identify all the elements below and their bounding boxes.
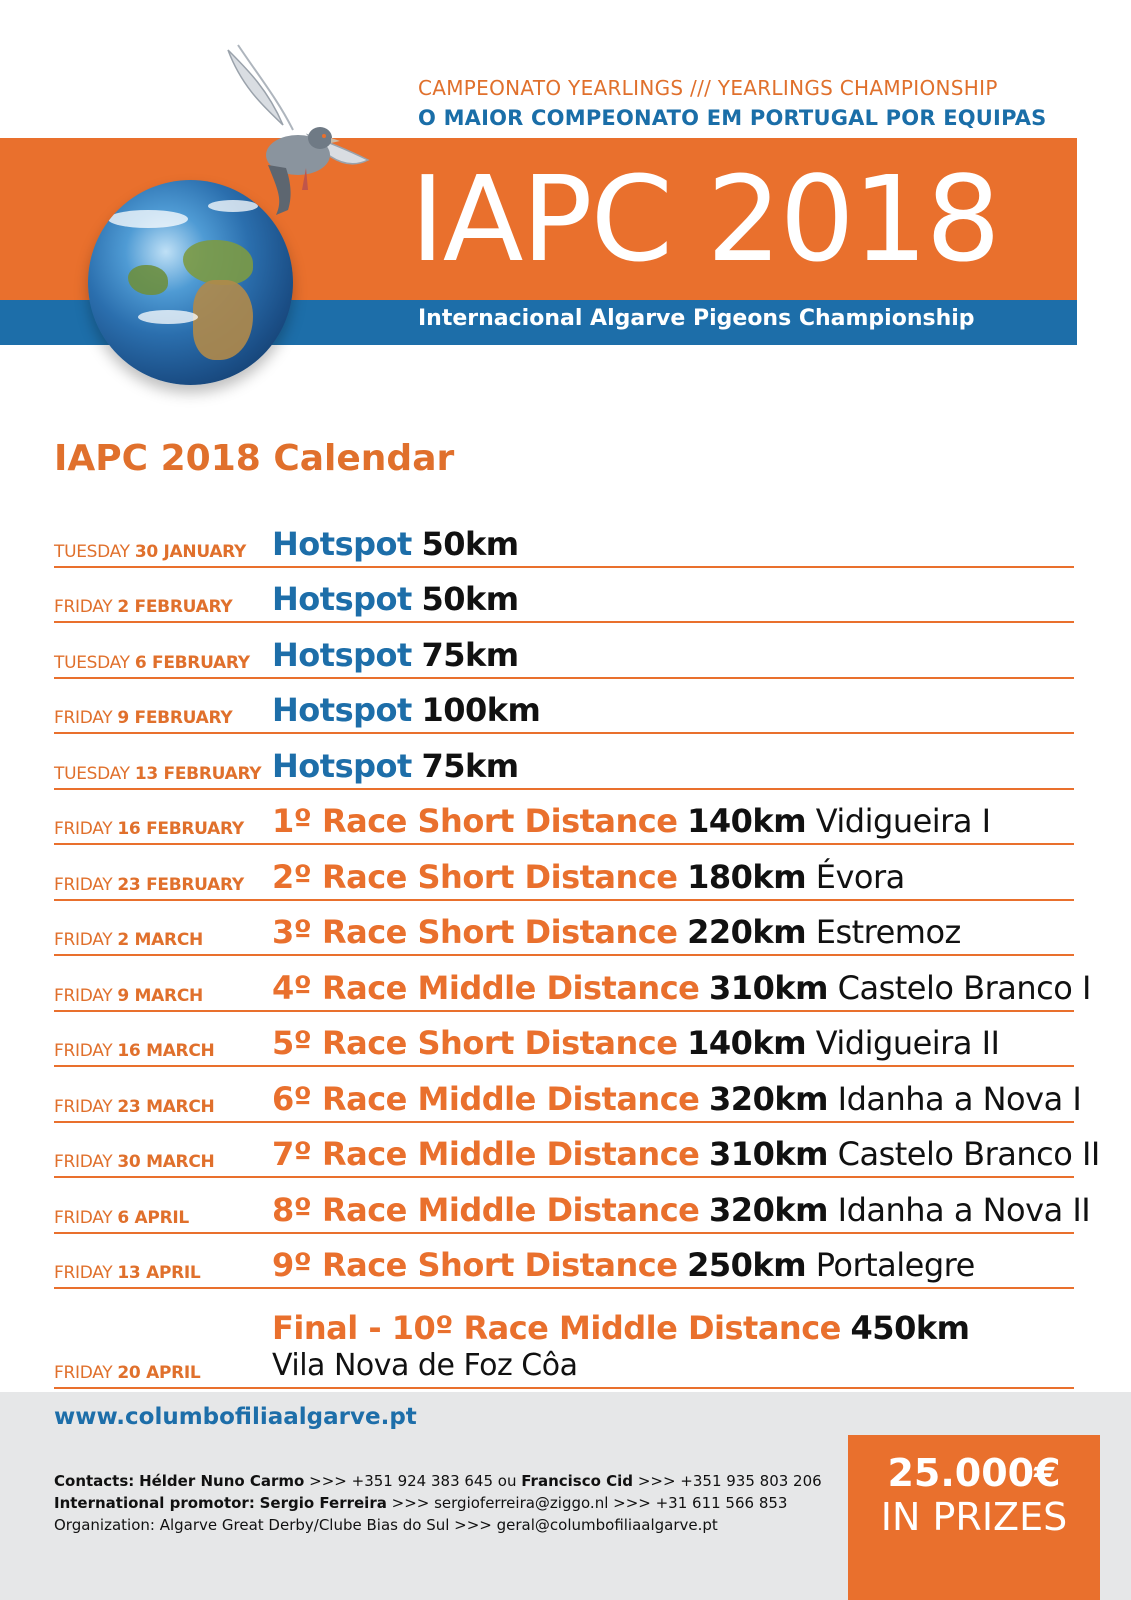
race-location: Vila Nova de Foz Côa	[272, 1348, 578, 1383]
header	[0, 0, 1131, 390]
calendar-row	[54, 679, 1074, 735]
race-day-month: 23 FEBRUARY	[117, 874, 244, 895]
race-distance: 140km	[687, 1024, 807, 1062]
calendar-row	[54, 1234, 1074, 1290]
calendar-row	[54, 1012, 1074, 1068]
race-event	[272, 1135, 1100, 1173]
calendar-row	[54, 1067, 1082, 1123]
race-weekday: TUESDAY	[54, 652, 130, 673]
race-distance: 220km	[687, 913, 807, 951]
race-distance: 140km	[687, 802, 807, 840]
race-name: 4º Race Middle Distance	[272, 968, 700, 1007]
race-date	[54, 1363, 200, 1383]
race-name: Final - 10º Race Middle Distance	[272, 1309, 841, 1347]
race-event	[272, 969, 1091, 1007]
race-weekday: FRIDAY	[54, 1263, 113, 1283]
race-weekday: TUESDAY	[54, 541, 130, 562]
calendar-row	[54, 1178, 1091, 1234]
race-location: Estremoz	[815, 913, 961, 951]
promoter-details: >>> sergioferreira@ziggo.nl >>> +31 611 566 853	[391, 1494, 788, 1512]
contacts-line	[54, 1470, 834, 1492]
race-day-month: 23 MARCH	[117, 1096, 215, 1117]
prize-badge	[848, 1435, 1100, 1600]
race-date	[54, 875, 244, 895]
race-name: 5º Race Short Distance	[272, 1024, 678, 1062]
race-date	[54, 1097, 214, 1117]
contact2-name: Francisco Cid	[521, 1472, 634, 1490]
calendar-row	[54, 1289, 1074, 1389]
race-day-month: 13 FEBRUARY	[134, 763, 262, 784]
race-day-month: 9 FEBRUARY	[117, 708, 233, 728]
race-date	[54, 1041, 214, 1061]
race-weekday: FRIDAY	[54, 708, 113, 728]
race-date	[54, 597, 232, 617]
race-name: 3º Race Short Distance	[272, 913, 678, 951]
race-location: Vidigueira II	[815, 1024, 1000, 1062]
race-event	[272, 691, 540, 729]
race-location: Idanha a Nova II	[837, 1190, 1091, 1229]
race-distance: 310km	[709, 1135, 828, 1173]
race-event	[272, 525, 519, 563]
calendar-row	[54, 1123, 1100, 1179]
race-distance: 250km	[687, 1246, 807, 1284]
promoter-label: International promotor:	[54, 1494, 255, 1512]
race-weekday: FRIDAY	[54, 1363, 113, 1383]
contact2-phone: >>> +351 935 803 206	[637, 1472, 822, 1490]
calendar-row	[54, 845, 1074, 901]
race-event	[272, 913, 961, 951]
race-distance: 180km	[687, 857, 807, 896]
race-distance: 320km	[709, 1079, 828, 1118]
calendar-row	[54, 512, 1074, 568]
calendar-list	[54, 512, 1100, 1389]
race-weekday: TUESDAY	[54, 763, 130, 784]
race-location: Portalegre	[815, 1246, 975, 1284]
race-distance: 75km	[421, 635, 519, 674]
race-day-month: 2 MARCH	[117, 930, 203, 950]
race-name: Hotspot	[272, 524, 412, 563]
race-name: 9º Race Short Distance	[272, 1246, 678, 1284]
race-day-month: 16 MARCH	[117, 1041, 215, 1061]
race-event	[272, 1246, 975, 1284]
header-line-tagline: O MAIOR COMPEONATO EM PORTUGAL POR EQUIPAS	[418, 106, 1047, 130]
race-day-month: 16 FEBRUARY	[117, 819, 244, 839]
race-name: Hotspot	[272, 691, 412, 729]
race-day-month: 13 APRIL	[117, 1263, 201, 1283]
calendar-row	[54, 568, 1074, 624]
page-subtitle: Internacional Algarve Pigeons Championship	[418, 306, 975, 331]
calendar-row	[54, 901, 1074, 957]
contacts-label: Contacts:	[54, 1472, 135, 1490]
race-date	[54, 1263, 200, 1283]
race-day-month: 6 FEBRUARY	[134, 652, 250, 673]
globe-pigeon-illustration	[88, 40, 388, 390]
race-date	[54, 1152, 214, 1172]
race-distance: 100km	[421, 691, 541, 729]
header-line-championship: CAMPEONATO YEARLINGS /// YEARLINGS CHAMPIONSHIP	[418, 76, 998, 100]
race-event	[272, 580, 519, 618]
website-link[interactable]: www.columbofiliaalgarve.pt	[54, 1404, 417, 1430]
race-location: Castelo Branco II	[837, 1135, 1100, 1173]
race-date	[54, 764, 261, 784]
calendar-row	[54, 623, 1074, 679]
contact1-name: Hélder Nuno Carmo	[139, 1472, 305, 1490]
race-name: Hotspot	[272, 635, 412, 674]
race-name: 7º Race Middle Distance	[272, 1135, 700, 1173]
race-location: Castelo Branco I	[837, 968, 1091, 1007]
race-weekday: FRIDAY	[54, 819, 113, 839]
contact1-phone: >>> +351 924 383 645 ou	[309, 1472, 517, 1490]
race-event	[272, 747, 519, 785]
race-weekday: FRIDAY	[54, 597, 113, 617]
race-date	[54, 819, 244, 839]
calendar-row	[54, 956, 1091, 1012]
organization-line: Organization: Algarve Great Derby/Clube Bias do Sul >>> geral@columbofiliaalgarve.pt	[54, 1516, 718, 1534]
race-weekday: FRIDAY	[54, 930, 113, 950]
race-name: 6º Race Middle Distance	[272, 1079, 700, 1118]
race-weekday: FRIDAY	[54, 1207, 113, 1228]
prize-amount: 25.000€	[887, 1451, 1061, 1495]
race-distance: 310km	[709, 968, 828, 1007]
race-day-month: 30 JANUARY	[134, 541, 247, 562]
race-day-month: 30 MARCH	[117, 1152, 215, 1172]
race-day-month: 20 APRIL	[117, 1363, 201, 1383]
prize-label: IN PRIZES	[880, 1495, 1068, 1539]
race-distance: 75km	[421, 746, 519, 785]
race-name: 1º Race Short Distance	[272, 802, 678, 840]
race-weekday: FRIDAY	[54, 1152, 113, 1172]
race-name: 8º Race Middle Distance	[272, 1190, 700, 1229]
race-date	[54, 542, 246, 562]
race-date	[54, 930, 203, 950]
race-date	[54, 986, 203, 1006]
calendar-title: IAPC 2018 Calendar	[54, 438, 455, 479]
race-date	[54, 1208, 189, 1228]
race-date	[54, 708, 232, 728]
pigeon-icon	[198, 40, 388, 230]
race-event	[272, 858, 905, 896]
race-event	[272, 636, 519, 674]
promoter-name: Sergio Ferreira	[259, 1494, 387, 1512]
race-event	[272, 802, 991, 840]
race-location: Évora	[815, 857, 905, 896]
race-event	[272, 1309, 969, 1385]
race-event	[272, 1024, 999, 1062]
race-weekday: FRIDAY	[54, 874, 113, 895]
race-distance: 450km	[850, 1309, 970, 1347]
race-event	[272, 1080, 1081, 1118]
race-event	[272, 1191, 1090, 1229]
race-day-month: 6 APRIL	[117, 1207, 189, 1228]
race-date	[54, 653, 250, 673]
race-location: Vidigueira I	[815, 802, 991, 840]
race-location: Idanha a Nova I	[837, 1079, 1082, 1118]
race-weekday: FRIDAY	[54, 1041, 113, 1061]
calendar-row	[54, 734, 1074, 790]
race-distance: 320km	[709, 1190, 828, 1229]
calendar-row	[54, 790, 1074, 846]
contacts-block	[54, 1470, 834, 1536]
race-day-month: 9 MARCH	[117, 985, 203, 1006]
promoter-line	[54, 1492, 834, 1514]
race-day-month: 2 FEBRUARY	[117, 597, 233, 617]
race-name: 2º Race Short Distance	[272, 857, 678, 896]
race-weekday: FRIDAY	[54, 985, 113, 1006]
page-title: IAPC 2018	[410, 150, 999, 288]
race-distance: 50km	[421, 580, 519, 618]
race-weekday: FRIDAY	[54, 1096, 113, 1117]
race-name: Hotspot	[272, 580, 412, 618]
race-name: Hotspot	[272, 746, 412, 785]
race-distance: 50km	[421, 524, 519, 563]
